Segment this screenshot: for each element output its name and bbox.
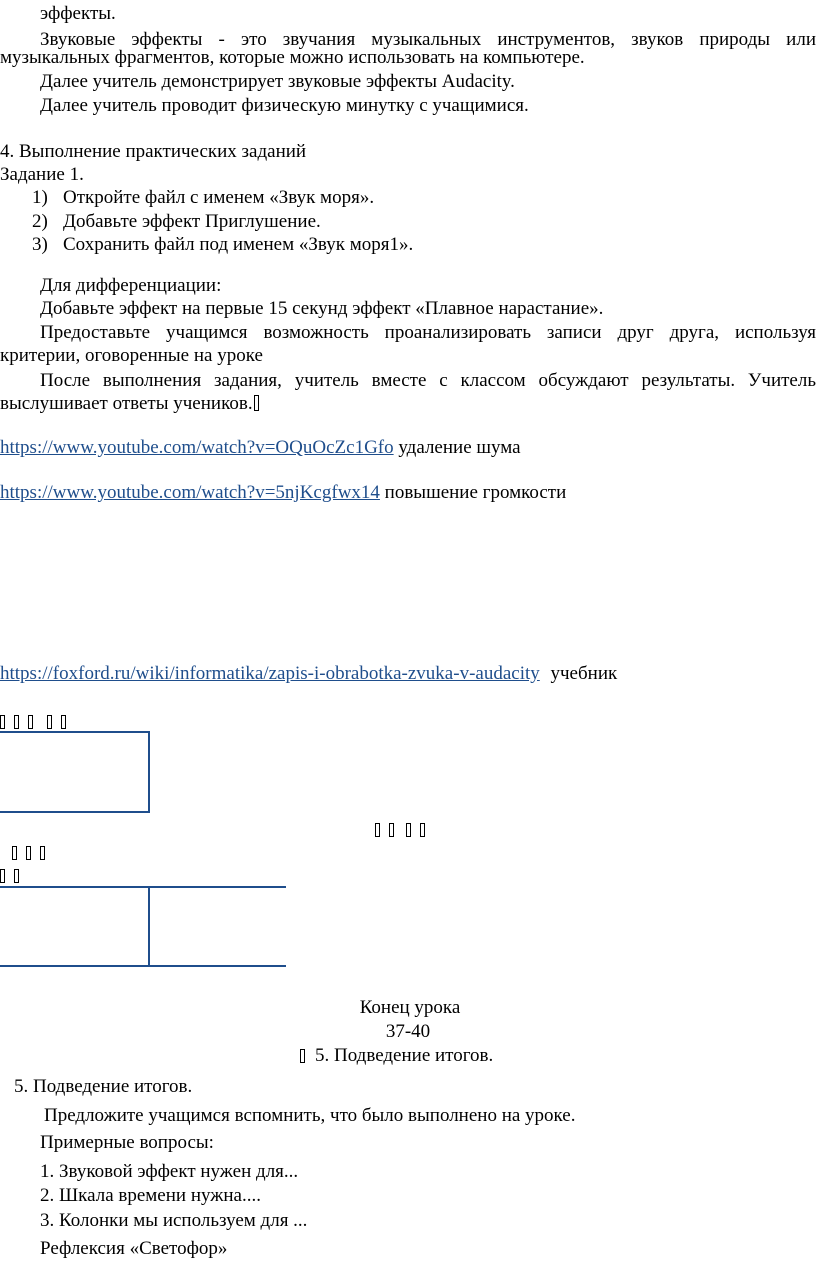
sound-effects-definition-line-2: музыкальных фрагментов, которые можно использовать на компьютере.	[0, 47, 585, 68]
missing-glyph-row	[375, 818, 434, 842]
link-note: удаление шума	[398, 437, 521, 458]
question-item: 1. Звуковой эффект нужен для...	[40, 1161, 299, 1182]
step-text: Добавьте эффект Приглушение.	[63, 211, 321, 232]
missing-glyph-icon	[26, 846, 31, 860]
step-number: 3)	[32, 234, 48, 255]
missing-glyph-icon	[14, 715, 19, 729]
summary-center-line: 5. Подведение итогов.	[300, 1044, 493, 1068]
end-of-lesson-title: Конец урока	[359, 997, 461, 1018]
foxford-textbook-link[interactable]: https://foxford.ru/wiki/informatika/zapis-i-obrabotka-zvuka-v-audacity	[0, 663, 540, 684]
missing-glyph-icon	[0, 715, 5, 729]
missing-glyph-icon	[375, 823, 380, 837]
task-title: Задание 1.	[0, 164, 84, 185]
question-item: 2. Шкала времени нужна....	[40, 1185, 261, 1206]
missing-glyph-icon	[40, 846, 45, 860]
youtube-link-noise-removal[interactable]: https://www.youtube.com/watch?v=OQuOcZc1Gfo	[0, 437, 394, 458]
missing-glyph-icon	[61, 715, 66, 729]
table-divider	[148, 888, 150, 965]
summary-heading: 5. Подведение итогов.	[14, 1076, 193, 1097]
missing-glyph-icon	[0, 869, 5, 883]
missing-glyph-icon	[254, 395, 259, 411]
step-text: Откройте файл с именем «Звук моря».	[63, 187, 375, 208]
missing-glyph-icon	[12, 846, 17, 860]
missing-glyph-icon	[389, 823, 394, 837]
discussion-line-1: После выполнения задания, учитель вместе с классом обсуждают результаты. Учитель	[40, 370, 816, 391]
recall-paragraph: Предложите учащимся вспомнить, что было выполнено на уроке.	[44, 1105, 576, 1126]
link-row	[0, 662, 617, 686]
reflection-line: Рефлексия «Светофор»	[40, 1238, 228, 1259]
page-range: 37-40	[385, 1021, 431, 1042]
missing-glyph-icon	[420, 823, 425, 837]
empty-frame	[0, 731, 150, 813]
missing-glyph-icon	[47, 715, 52, 729]
physical-minute-paragraph: Далее учитель проводит физическую минутку с учащимися.	[40, 95, 529, 116]
step-number: 2)	[32, 211, 48, 232]
missing-glyph-icon	[300, 1049, 305, 1063]
peer-review-line-1: Предоставьте учащимся возможность проанализировать записи друг друга, используя	[40, 322, 816, 343]
discussion-line-2: выслушивает ответы учеников.	[0, 392, 268, 416]
question-item: 3. Колонки мы используем для ...	[40, 1210, 308, 1231]
sound-effects-definition-line-1: Звуковые эффекты - это звучания музыкальных инструментов, звуков природы или	[40, 29, 816, 50]
missing-glyph-icon	[28, 715, 33, 729]
link-row	[0, 436, 521, 460]
link-note: повышение громкости	[384, 482, 567, 503]
demo-paragraph: Далее учитель демонстрирует звуковые эффекты Audacity.	[40, 71, 515, 92]
empty-table	[0, 886, 286, 967]
questions-title: Примерные вопросы:	[40, 1132, 214, 1153]
step-text: Сохранить файл под именем «Звук моря1».	[63, 234, 414, 255]
practice-heading: 4. Выполнение практических заданий	[0, 141, 307, 162]
link-note: учебник	[550, 663, 618, 684]
link-row	[0, 481, 566, 505]
missing-glyph-icon	[14, 869, 19, 883]
intro-line: эффекты.	[40, 3, 116, 24]
differentiation-title: Для дифференциации:	[40, 275, 222, 296]
missing-glyph-icon	[406, 823, 411, 837]
youtube-link-volume-increase[interactable]: https://www.youtube.com/watch?v=5njKcgfwx14	[0, 482, 380, 503]
missing-glyph-row	[12, 841, 54, 865]
missing-glyph-row	[0, 864, 28, 888]
differentiation-text: Добавьте эффект на первые 15 секунд эффект «Плавное нарастание».	[40, 298, 604, 319]
peer-review-line-2: критерии, оговоренные на уроке	[0, 345, 263, 366]
step-number: 1)	[32, 187, 48, 208]
